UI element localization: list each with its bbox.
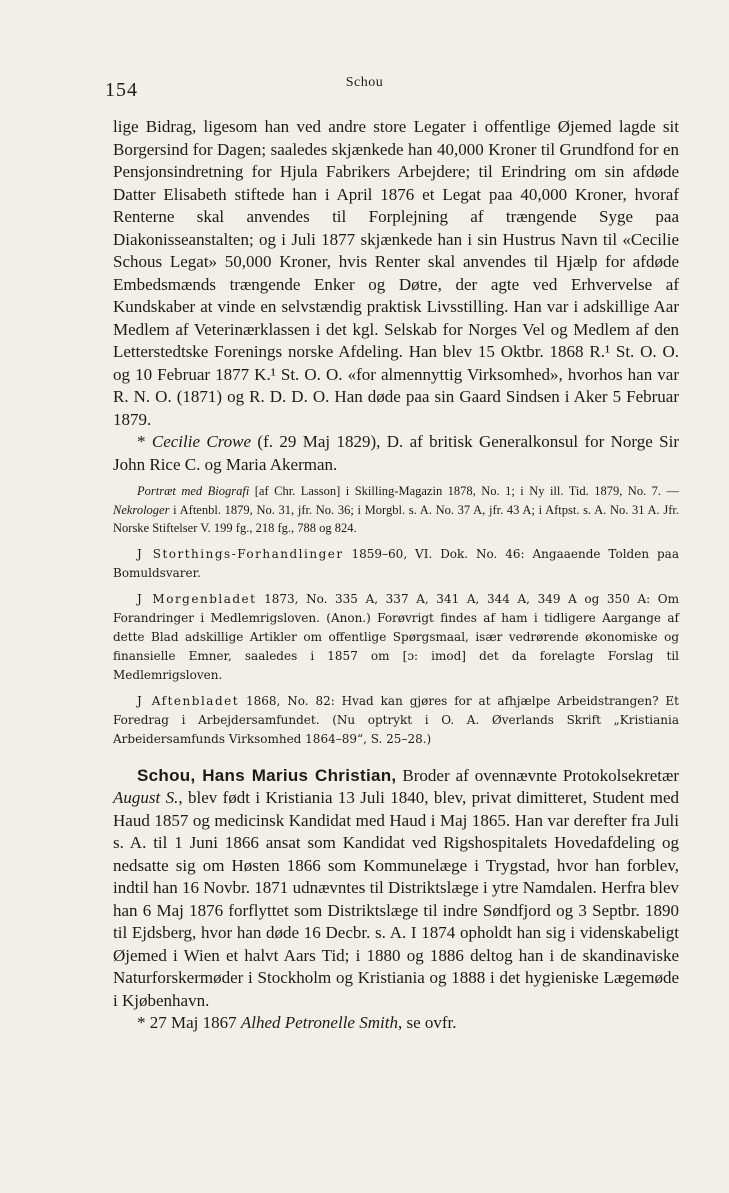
entry-text-before: Broder af ovennævnte Protokolsekretær (396, 765, 679, 785)
biography-entry (113, 765, 679, 1013)
entry-wife-paragraph (113, 1012, 679, 1035)
portrait-text: [af Chr. Lasson] i Skilling-Magazin 1878, No. 1; i Ny ill. Tid. 1879, No. 7. — (249, 484, 679, 498)
source-text: 1859–60, VI. Dok. No. 46: Angaaende Tolden paa Bomuldsvarer. (113, 546, 679, 580)
entry-wife-suffix: , se ovfr. (397, 1013, 457, 1032)
entry-marriage: * 27 Maj 1867 (137, 1013, 241, 1032)
source-entry (113, 590, 679, 685)
source-entry (113, 692, 679, 749)
entry-name: Schou, Hans Marius Christian, (137, 765, 397, 785)
entry-wife-name: Alhed Petronelle Smith (240, 1013, 398, 1032)
page-header (0, 75, 729, 105)
source-text: 1873, No. 335 A, 337 A, 341 A, 344 A, 349 A og 350 A: Om Forandringer i Medlemrigsloven. (Anon.) Forøvrigt findes af ham i tidligere Aargange af dette Blad adskillige Artikler om offentlige Spørgsmaal, især vedrørende økonomiske og finansielle Emner, saaledes i 1857 om [ɔ: imod] det da forelagte Forslag til Medlemrigsloven. (113, 591, 679, 682)
portrait-note (113, 482, 679, 538)
source-title: J Storthings-Forhandlinger (137, 546, 344, 561)
wife-name: Cecilie Crowe (151, 432, 252, 451)
brother-name: August S. (113, 788, 179, 807)
entry-text-after: , blev født i Kristiania 13 Juli 1840, blev, privat dimitteret, Student med Haud 1857 og medicinsk Kandidat med Haud i Maj 1865. Han var derefter fra Juli s. A. til 1 Juni 1866 ansat som Kandidat ved Rigshospitalets Hovedafdeling og nedsatte sig om Høsten 1866 som Kommunelæge i Trygstad, hvor han forblev, indtil han 16 Novbr. 1871 udnævntes til Distriktslæge i ytre Namdalen. Herfra blev han 6 Maj 1876 forflyttet som Distriktslæge til indre Søndfjord og 3 Septbr. 1890 til Ejdsberg, hvor han døde 16 Decbr. s. A. I 1874 opholdt han sig i videnskabeligt Øjemed i Wien et halvt Aars Tid; i 1880 og 1886 deltog han i de skandinaviske Naturforskermøder i Stockholm og Kristiania og 1888 i det hygieniske Lægemøde i Kjøbenhavn. (113, 788, 679, 1010)
source-title: J Aftenbladet (137, 693, 240, 708)
wife-details: (f. 29 Maj 1829), D. af britisk Generalkonsul for Norge Sir John Rice C. og Maria Akerman. (113, 432, 679, 474)
running-head: Schou (345, 75, 384, 90)
wife-paragraph (113, 431, 679, 476)
page-body (113, 116, 679, 1035)
continuation-paragraph: lige Bidrag, ligesom han ved andre store Legater i offentlige Øjemed lagde sit Borgersind for Dagen; saaledes skjænkede han 40,000 Kroner til Grundfond for en Pensjonsindretning for Hjula Fabrikers Arbejdere; til Erindring om sin afdøde Datter Elisabeth stiftede han i April 1876 et Legat paa 40,000 Kroner, hvoraf Renterne skal anvendes til Forplejning af trængende Syge paa Diakonisseanstalten; og i Juli 1877 skjænkede han i sin Hustrus Navn til «Cecilie Schous Legat» 50,000 Kroner, hvis Renter skal anvendes til Hjælp for afdøde Embedsmænds trængende Enker og Døtre, der agte ved Erhvervelse af Kundskaber at vinde en selvstændig praktisk Livsstilling. Han var i adskillige Aar Medlem af Veterinærklassen i det kgl. Selskab for Norges Vel og Medlem af den Letterstedtske Forenings norske Afdeling. Han blev 15 Oktbr. 1868 R.¹ St. O. O. og 10 Februar 1877 K.¹ St. O. O. «for almennyttig Virksomhed», hvorhos han var R. N. O. (1871) og R. D. D. O. Han døde paa sin Gaard Sindsen i Aker 5 Februar 1879. (113, 117, 679, 429)
source-title: J Morgenbladet (137, 591, 257, 606)
marriage-mark: * (137, 432, 152, 451)
obituary-label: Nekrologer (113, 502, 170, 517)
source-entry (113, 545, 679, 583)
source-text: 1868, No. 82: Hvad kan gjøres for at afhjælpe Arbeidstrangen? Et Foredrag i Arbejdersamfundet. (Nu optrykt i O. A. Øverlands Skrift „Kristiania Arbeidersamfunds Virksomhed 1864–89“, S. 25–28.) (113, 693, 680, 746)
portrait-label: Portræt med Biografi (137, 484, 250, 498)
obituary-text: i Aftenbl. 1879, No. 31, jfr. No. 36; i Morgbl. s. A. No. 37 A, jfr. 43 A; i Aftpst. s. A. No. 31 A. Jfr. Norske Stiftelser V. 199 fg., 218 fg., 788 og 824. (113, 502, 679, 535)
page-number: 154 (105, 79, 138, 101)
